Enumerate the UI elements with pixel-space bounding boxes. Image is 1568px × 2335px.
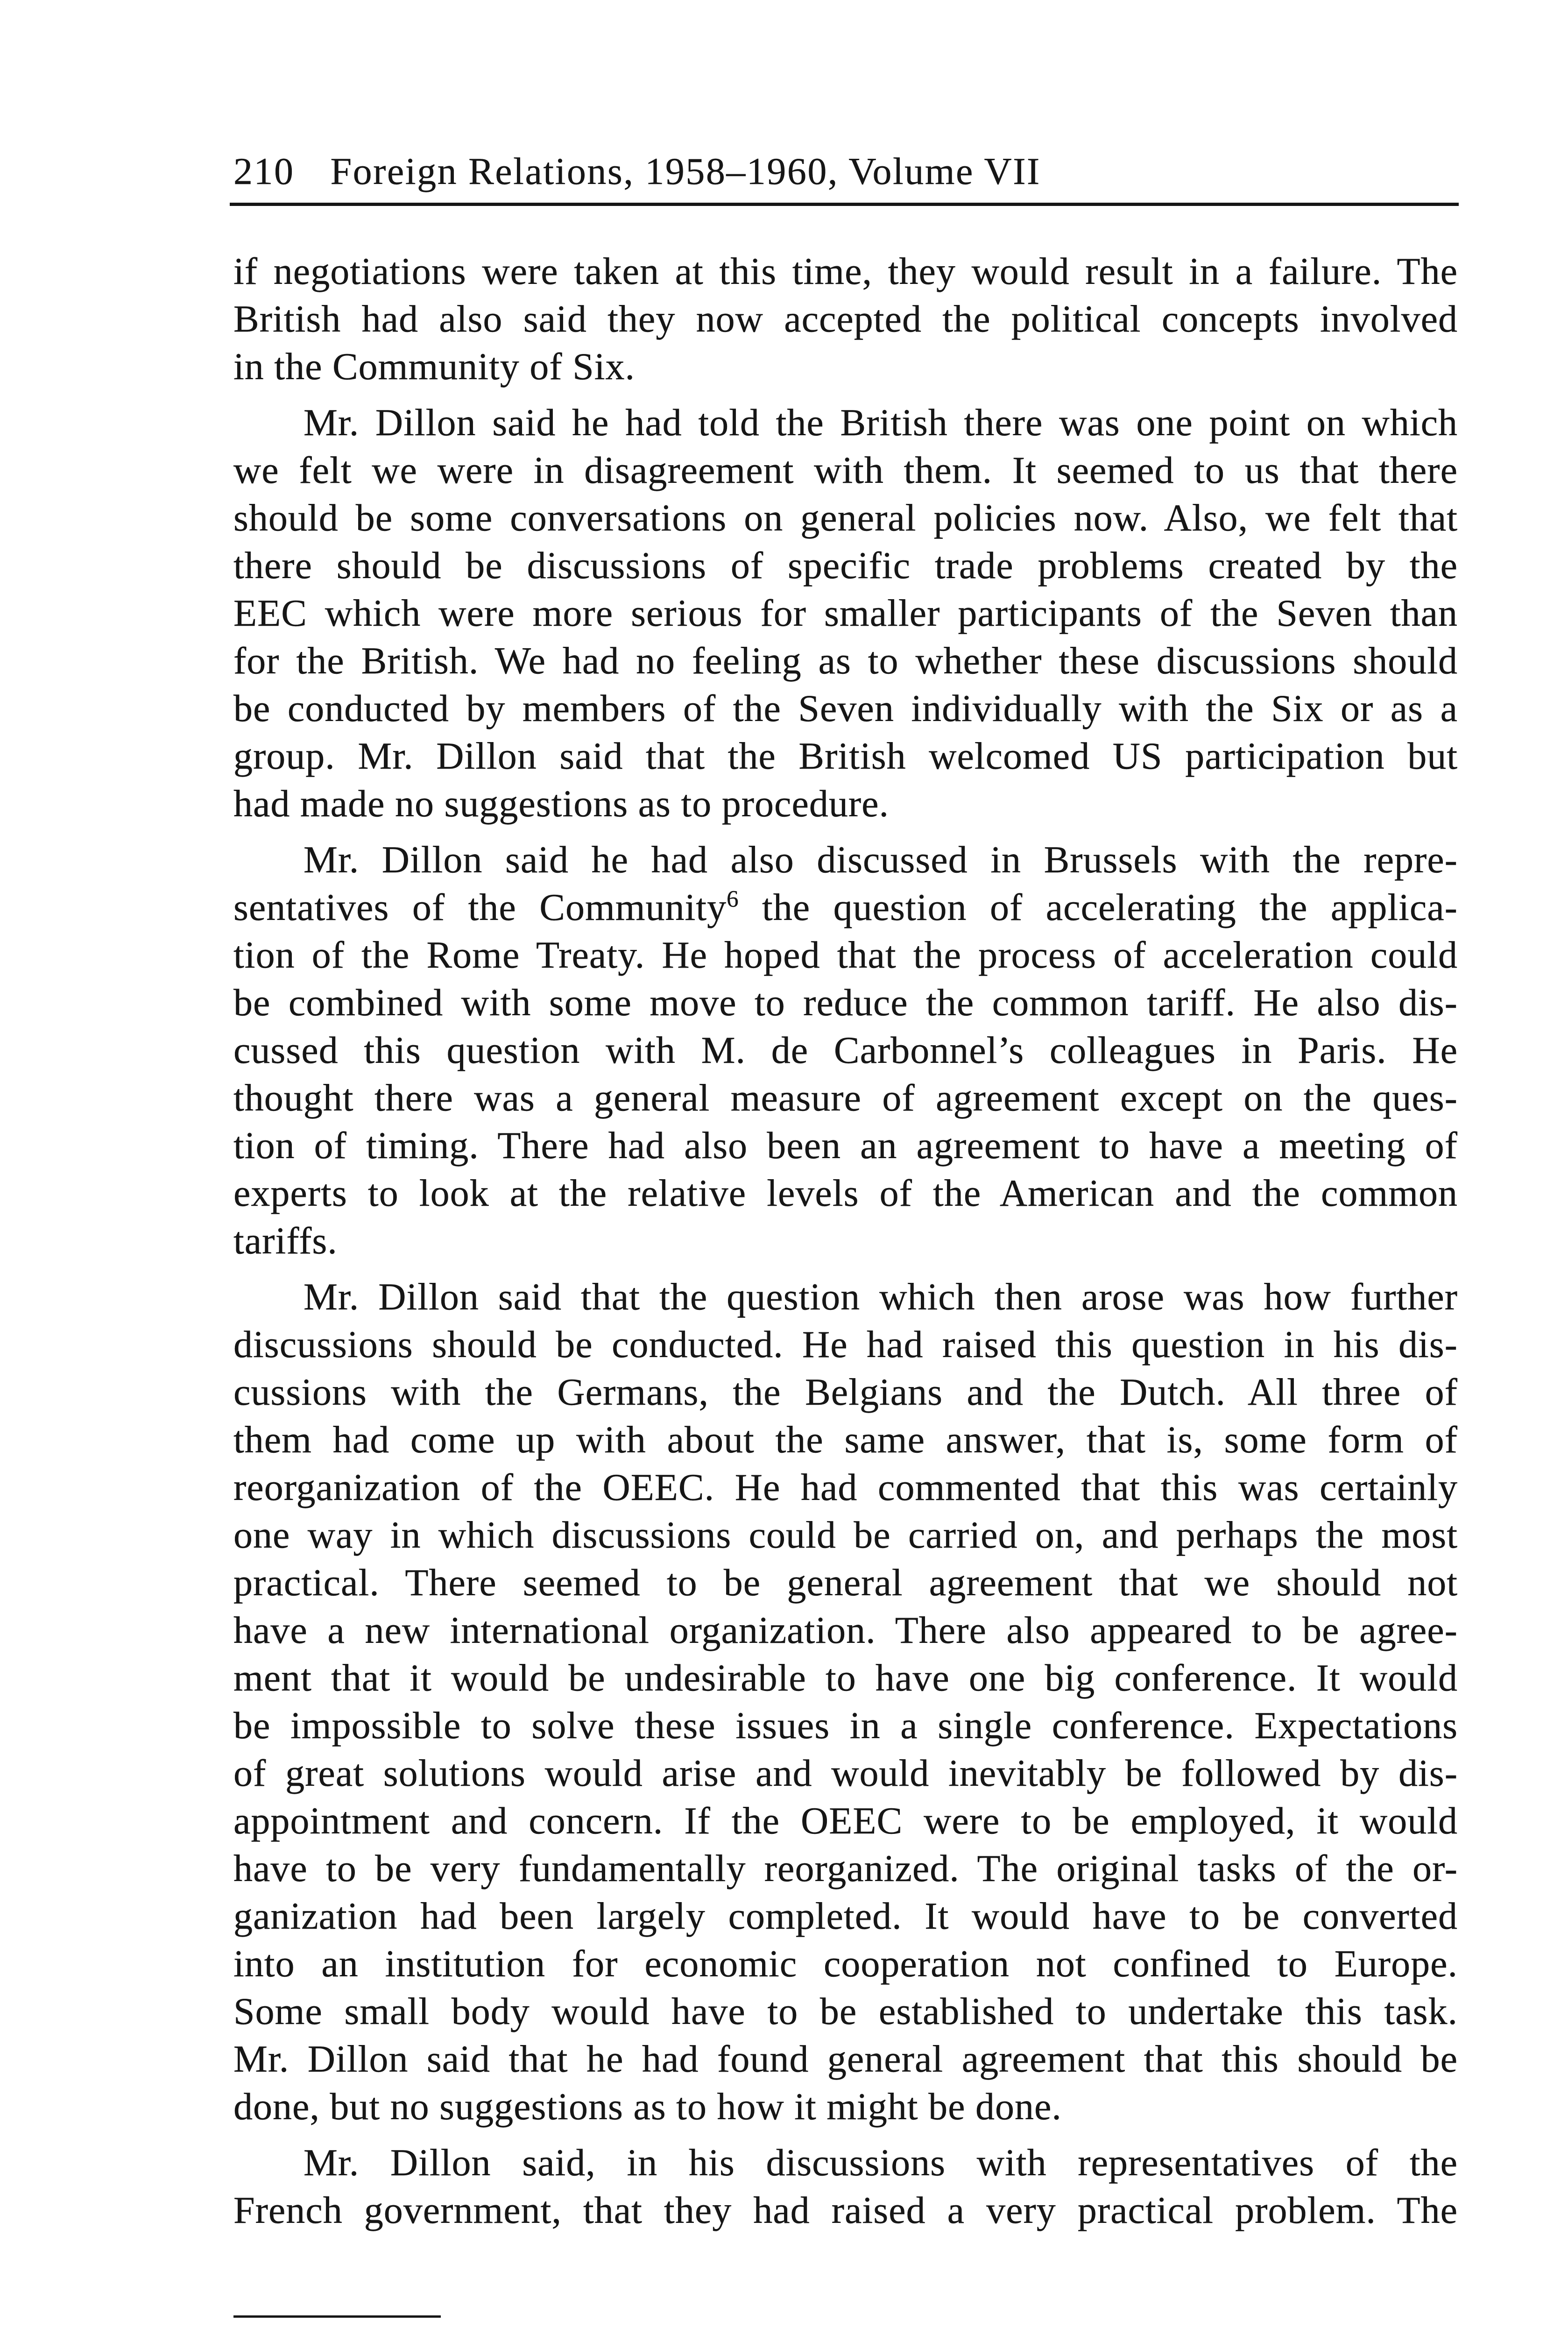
text-line: British had also said they now accepted the political concepts involved: [233, 297, 1458, 340]
text-line: one way in which discussions could be carried on, and perhaps the most: [233, 1514, 1458, 1556]
page-number: 210: [233, 150, 295, 192]
text-line: Mr. Dillon said, in his discussions with representatives of the: [304, 2141, 1458, 2184]
text-line: should be some conversations on general policies now. Also, we felt that: [233, 496, 1458, 539]
text-line: experts to look at the relative levels of the American and the common: [233, 1172, 1458, 1214]
text-line: be combined with some move to reduce the common tariff. He also dis-: [233, 981, 1458, 1024]
text-line: discussions should be conducted. He had raised this question in his dis-: [233, 1323, 1458, 1366]
text-line: be impossible to solve these issues in a single conference. Expectations: [233, 1704, 1458, 1747]
text-line: EEC which were more serious for smaller participants of the Seven than: [233, 592, 1458, 634]
text-line: practical. There seemed to be general agreement that we should not: [233, 1561, 1458, 1604]
text-line: in the Community of Six.: [233, 345, 635, 388]
text-line: Mr. Dillon said that the question which then arose was how further: [304, 1275, 1458, 1318]
text-line: have to be very fundamentally reorganized. The original tasks of the or-: [233, 1847, 1458, 1889]
text-line: we felt we were in disagreement with them. It seemed to us that there: [233, 449, 1458, 491]
text-line: ment that it would be undesirable to have one big conference. It would: [233, 1656, 1458, 1699]
paragraph: [233, 248, 1458, 390]
text-line: done, but no suggestions as to how it might be done.: [233, 2085, 1062, 2128]
text-line: tion of timing. There had also been an agreement to have a meeting of: [233, 1124, 1458, 1167]
text-run: the question of accelerating the applica-: [739, 886, 1458, 928]
text-line: have a new international organization. There also appeared to be agree-: [233, 1609, 1458, 1651]
text-line: for the British. We had no feeling as to whether these discussions should: [233, 639, 1458, 682]
paragraph: [233, 2139, 1458, 2234]
footnote-rule: [233, 2315, 441, 2318]
header-rule: [230, 203, 1459, 206]
text-line: had made no suggestions as to procedure.: [233, 782, 890, 825]
text-line: if negotiations were taken at this time, they would result in a failure. The: [233, 250, 1458, 292]
text-line: tion of the Rome Treaty. He hoped that the process of acceleration could: [233, 934, 1458, 976]
body-text: [233, 248, 1458, 2234]
text-run: sentatives of the Community: [233, 886, 727, 928]
text-line: Mr. Dillon said that he had found general agreement that this should be: [233, 2038, 1458, 2080]
text-line: cussed this question with M. de Carbonnel’s colleagues in Paris. He: [233, 1029, 1458, 1071]
text-line: cussions with the Germans, the Belgians and the Dutch. All three of: [233, 1371, 1458, 1413]
text-line: them had come up with about the same answer, that is, some form of: [233, 1418, 1458, 1461]
text-line: group. Mr. Dillon said that the British welcomed US participation but: [233, 735, 1458, 777]
text-line: ganization had been largely completed. It would have to be converted: [233, 1895, 1458, 1937]
text-line: thought there was a general measure of agreement except on the ques-: [233, 1076, 1458, 1119]
paragraph: [233, 836, 1458, 1265]
running-title: Foreign Relations, 1958–1960, Volume VII: [330, 150, 1041, 192]
text-line: be conducted by members of the Seven individually with the Six or as a: [233, 687, 1458, 729]
text-line: appointment and concern. If the OEEC were to be employed, it would: [233, 1799, 1458, 1842]
text-line: of great solutions would arise and would inevitably be followed by dis-: [233, 1752, 1458, 1794]
text-line: there should be discussions of specific trade problems created by the: [233, 544, 1458, 587]
text-line: Some small body would have to be established to undertake this task.: [233, 1990, 1458, 2032]
text-line: into an institution for economic cooperation not confined to Europe.: [233, 1942, 1458, 1985]
paragraph: [233, 1273, 1458, 2130]
text-line: reorganization of the OEEC. He had commented that this was certainly: [233, 1466, 1458, 1508]
text-line: French government, that they had raised a very practical problem. The: [233, 2189, 1458, 2231]
paragraph: [233, 399, 1458, 828]
running-head: [233, 148, 1041, 195]
text-line: Mr. Dillon said he had told the British there was one point on which: [304, 401, 1458, 444]
text-line: Mr. Dillon said he had also discussed in Brussels with the repre-: [304, 838, 1458, 881]
text-line: tariffs.: [233, 1219, 338, 1262]
footnote-reference: 6: [727, 886, 739, 913]
text-line: [233, 884, 1458, 931]
